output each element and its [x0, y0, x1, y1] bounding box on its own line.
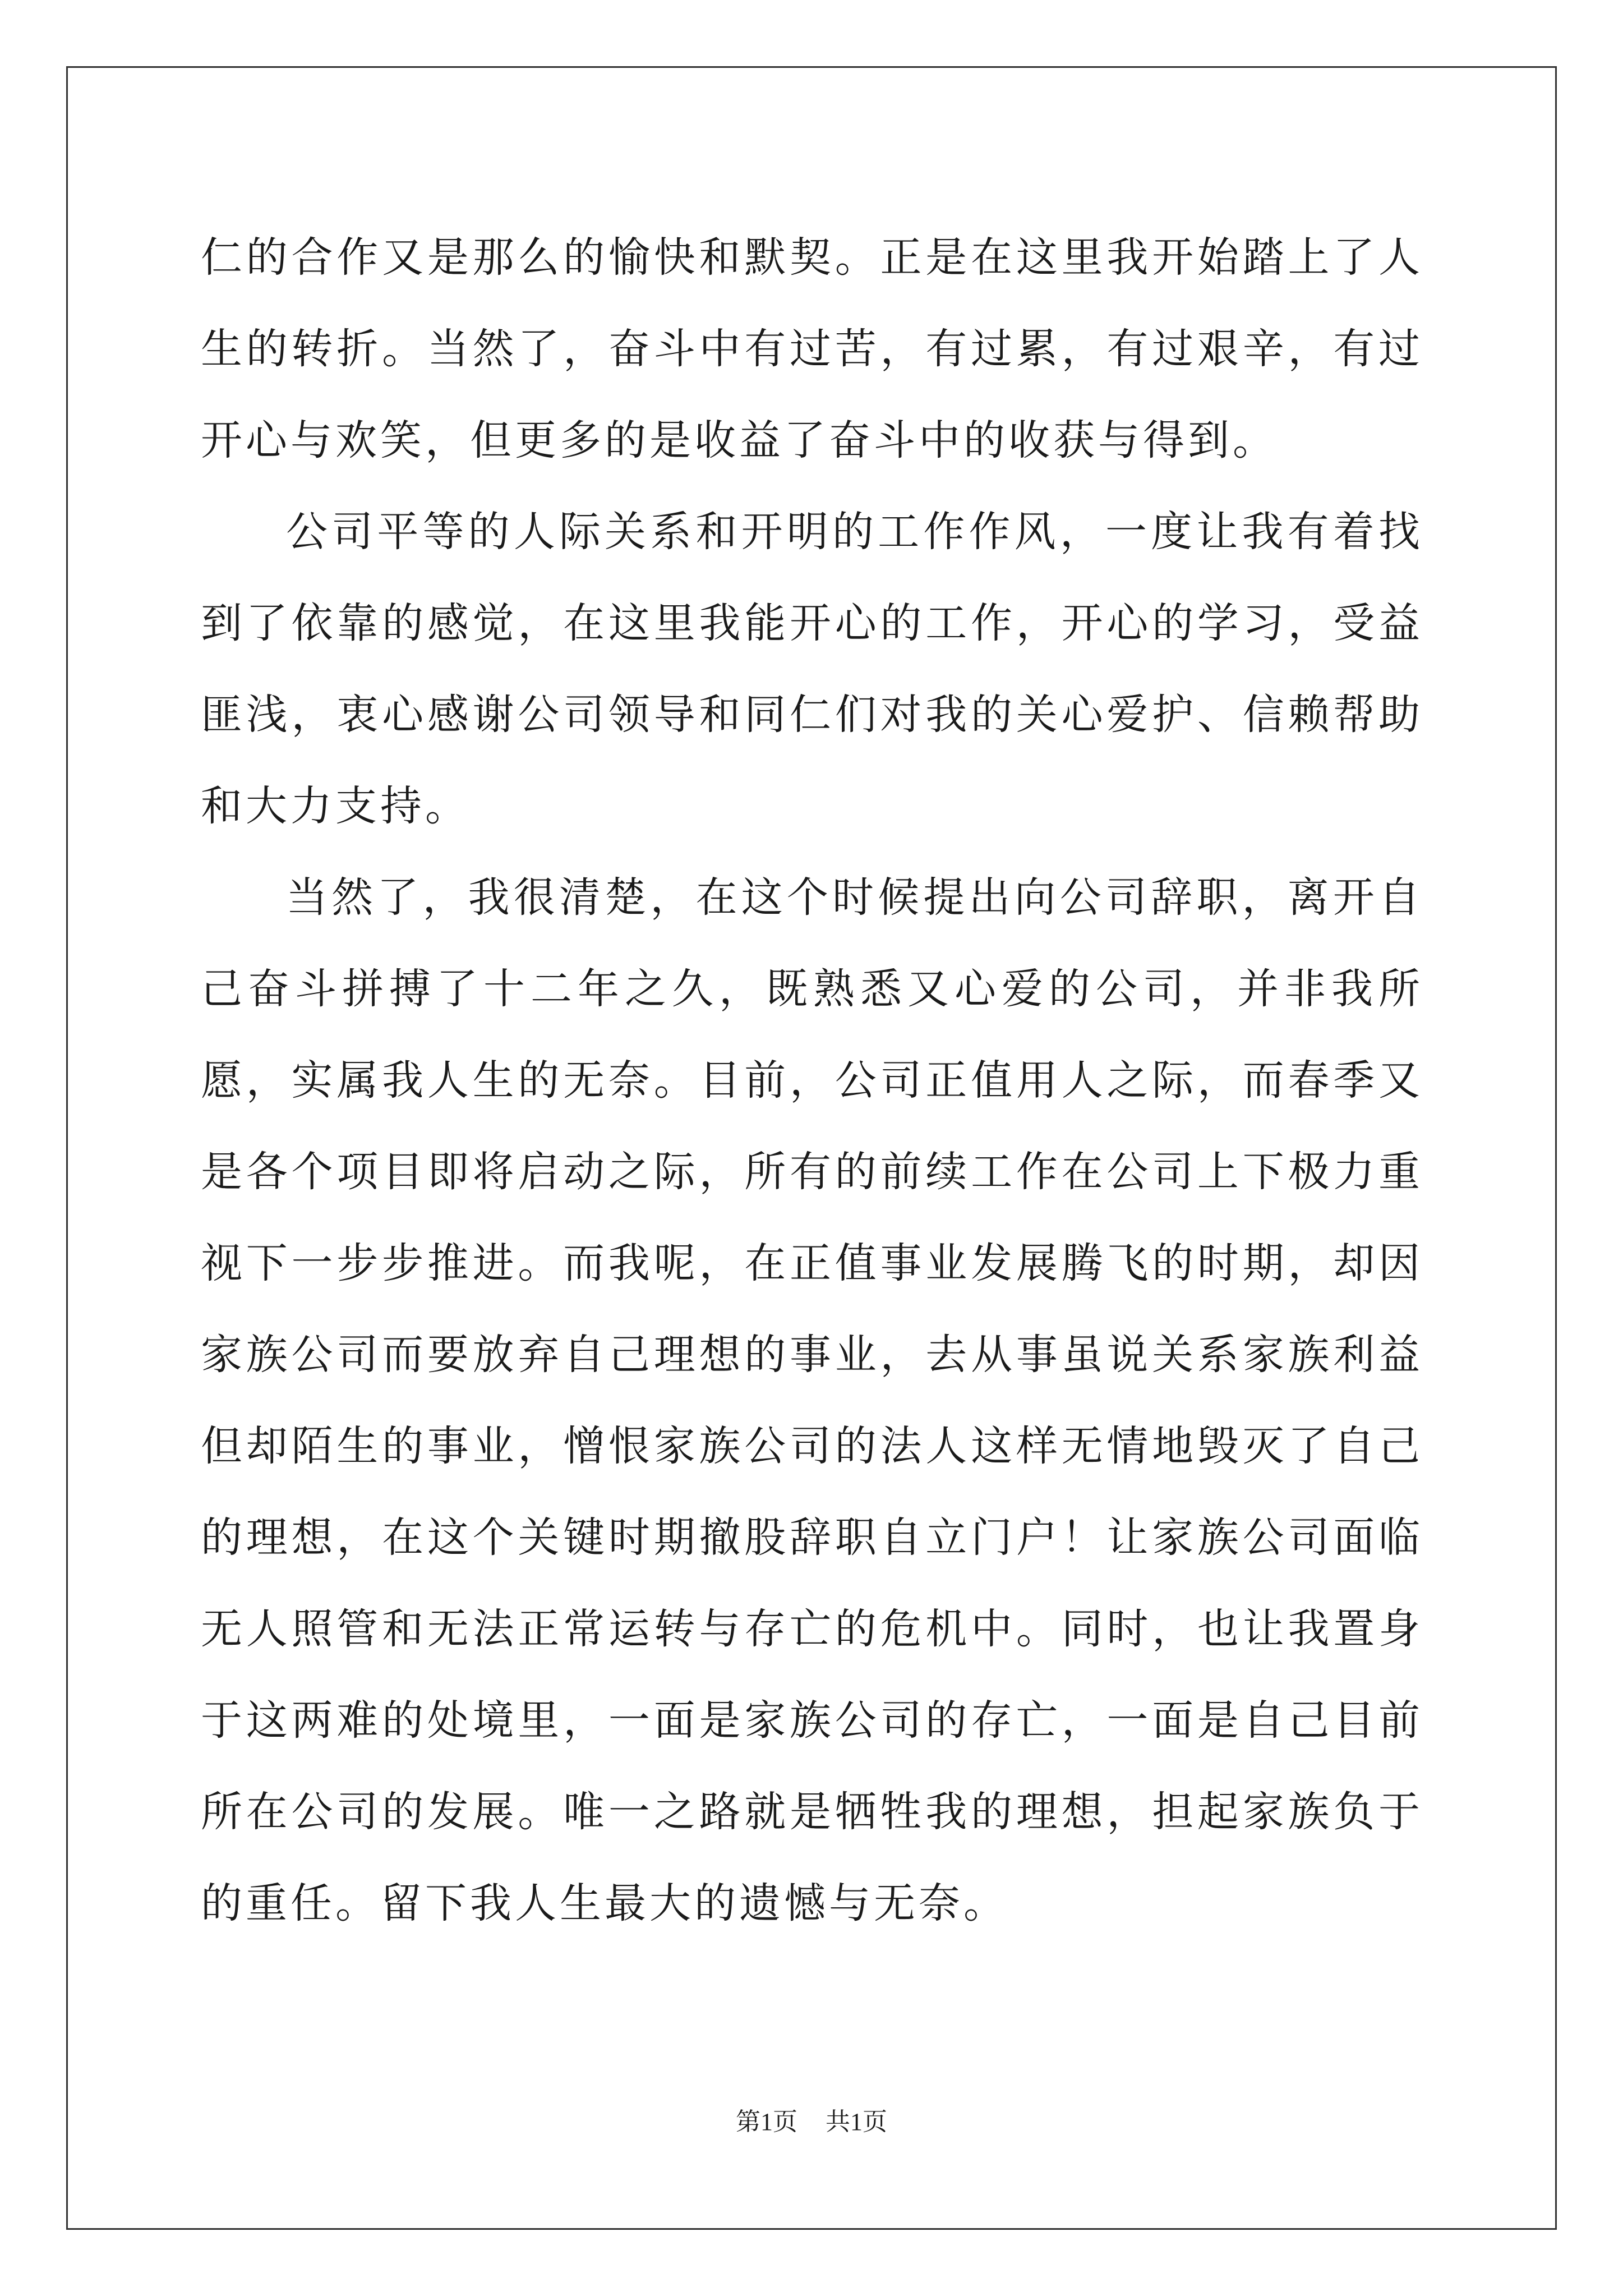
paragraph-1: 仁的合作又是那么的愉快和默契。正是在这里我开始踏上了人生的转折。当然了，奋斗中有过苦，有过累，有过艰辛，有过开心与欢笑，但更多的是收益了奋斗中的收获与得到。 — [201, 233, 1423, 464]
page-number-current: 第1页 — [736, 2108, 797, 2136]
page-number-total: 共1页 — [826, 2108, 887, 2136]
paragraph-2: 公司平等的人际关系和开明的工作作风，一度让我有着找到了依靠的感觉，在这里我能开心的工作，开心的学习，受益匪浅，衷心感谢公司领导和同仁们对我的关心爱护、信赖帮助和大力支持。 — [201, 508, 1423, 830]
paragraph-3: 当然了，我很清楚，在这个时候提出向公司辞职，离开自己奋斗拼搏了十二年之久，既熟悉又心爱的公司，并非我所愿，实属我人生的无奈。目前，公司正值用人之际，而春季又是各个项目即将启动之际，所有的前续工作在公司上下极力重视下一步步推进。而我呢，在正值事业发展腾飞的时期，却因家族公司而要放弃自己理想的事业，去从事虽说关系家族利益但却陌生的事业，憎恨家族公司的法人这样无情地毁灭了自己的理想，在这个关键时期撤股辞职自立门户！让家族公司面临无人照管和无法正常运转与存亡的危机中。同时，也让我置身于这两难的处境里，一面是家族公司的存亡，一面是自己目前所在公司的发展。唯一之路就是牺牲我的理想，担起家族负于的重任。留下我人生最大的遗憾与无奈。 — [201, 873, 1423, 1927]
document-body — [201, 212, 1423, 1949]
page-footer — [0, 2101, 1623, 2137]
